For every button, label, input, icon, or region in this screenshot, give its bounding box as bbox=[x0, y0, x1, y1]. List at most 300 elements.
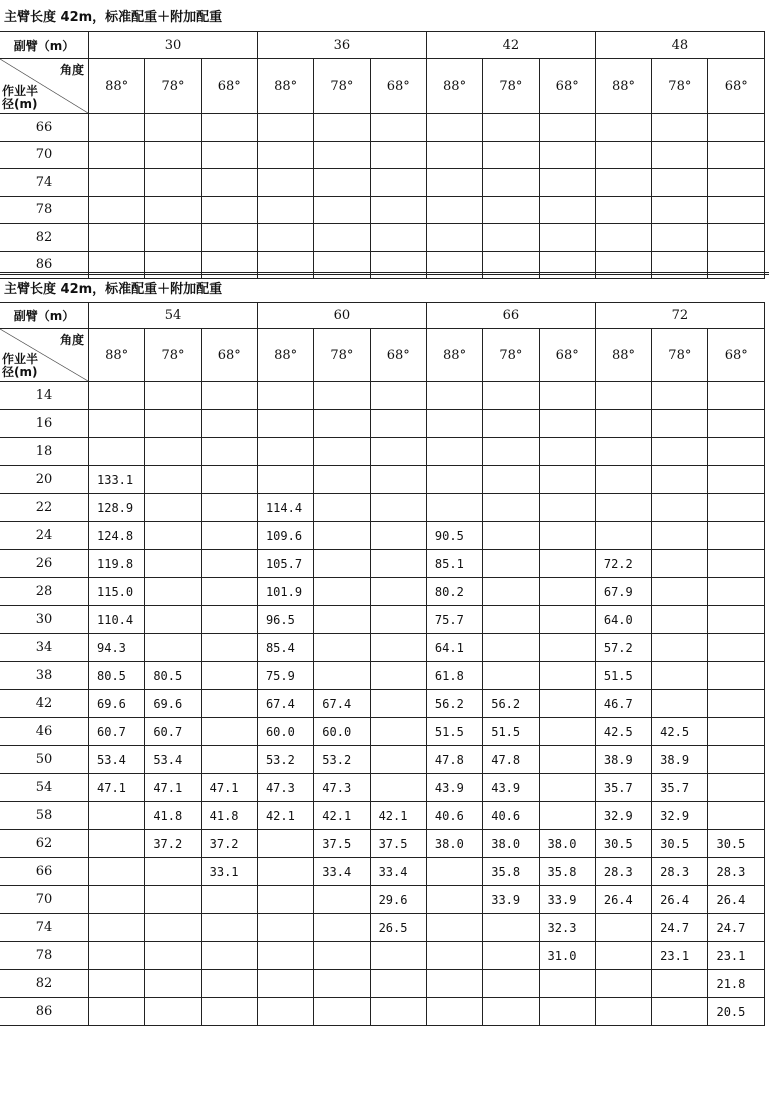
load-value-cell bbox=[652, 578, 708, 606]
load-value-cell bbox=[652, 466, 708, 494]
load-value-cell bbox=[426, 141, 482, 169]
load-value-cell bbox=[370, 774, 426, 802]
load-value-cell bbox=[708, 438, 765, 466]
load-value-cell bbox=[145, 438, 201, 466]
load-value-cell: 42.5 bbox=[652, 718, 708, 746]
load-value-cell: 53.4 bbox=[89, 746, 145, 774]
radius-cell: 46 bbox=[0, 718, 89, 746]
jib-length-cell: 54 bbox=[89, 303, 258, 329]
load-value-cell bbox=[370, 718, 426, 746]
table-row bbox=[0, 998, 765, 1026]
load-value-cell bbox=[257, 830, 313, 858]
load-value-cell bbox=[539, 774, 595, 802]
radius-cell: 70 bbox=[0, 886, 89, 914]
load-value-cell: 26.5 bbox=[370, 914, 426, 942]
load-value-cell bbox=[483, 998, 539, 1026]
angle-cell: 88° bbox=[257, 59, 313, 114]
load-value-cell bbox=[89, 998, 145, 1026]
section-divider bbox=[0, 272, 769, 275]
load-value-cell bbox=[89, 942, 145, 970]
load-value-cell bbox=[145, 382, 201, 410]
load-value-cell bbox=[483, 410, 539, 438]
load-value-cell: 42.1 bbox=[257, 802, 313, 830]
load-value-cell bbox=[89, 858, 145, 886]
radius-cell: 66 bbox=[0, 858, 89, 886]
table-row bbox=[0, 224, 765, 252]
load-value-cell bbox=[145, 410, 201, 438]
radius-cell: 82 bbox=[0, 970, 89, 998]
load-value-cell bbox=[652, 114, 708, 142]
load-value-cell bbox=[539, 410, 595, 438]
load-value-cell bbox=[145, 169, 201, 197]
radius-cell: 82 bbox=[0, 224, 89, 252]
load-value-cell: 110.4 bbox=[89, 606, 145, 634]
load-value-cell bbox=[314, 410, 370, 438]
load-value-cell bbox=[370, 114, 426, 142]
load-value-cell: 21.8 bbox=[708, 970, 765, 998]
load-value-cell: 90.5 bbox=[426, 522, 482, 550]
load-value-cell bbox=[314, 942, 370, 970]
table-row bbox=[0, 141, 765, 169]
load-value-cell bbox=[595, 466, 651, 494]
angle-cell: 78° bbox=[145, 329, 201, 382]
load-value-cell bbox=[652, 196, 708, 224]
load-value-cell: 51.5 bbox=[483, 718, 539, 746]
load-value-cell bbox=[426, 914, 482, 942]
load-value-cell bbox=[89, 169, 145, 197]
table-row bbox=[0, 410, 765, 438]
load-value-cell bbox=[483, 494, 539, 522]
table-row bbox=[0, 114, 765, 142]
angle-cell: 68° bbox=[539, 329, 595, 382]
load-value-cell: 33.4 bbox=[370, 858, 426, 886]
load-value-cell bbox=[370, 970, 426, 998]
load-value-cell: 41.8 bbox=[145, 802, 201, 830]
radius-cell: 66 bbox=[0, 114, 89, 142]
table-row bbox=[0, 550, 765, 578]
load-value-cell bbox=[314, 662, 370, 690]
load-value-cell bbox=[314, 550, 370, 578]
load-value-cell bbox=[370, 690, 426, 718]
load-value-cell bbox=[595, 438, 651, 466]
radius-label: 作业半径(m) bbox=[2, 84, 39, 111]
load-value-cell: 28.3 bbox=[595, 858, 651, 886]
radius-label: 作业半径(m) bbox=[2, 352, 39, 379]
diagonal-corner-cell bbox=[0, 329, 89, 382]
load-value-cell bbox=[201, 382, 257, 410]
load-value-cell bbox=[595, 410, 651, 438]
load-value-cell: 38.0 bbox=[483, 830, 539, 858]
load-value-cell bbox=[145, 942, 201, 970]
load-value-cell bbox=[201, 169, 257, 197]
load-value-cell bbox=[201, 634, 257, 662]
load-value-cell bbox=[595, 970, 651, 998]
load-value-cell bbox=[257, 410, 313, 438]
load-value-cell bbox=[595, 998, 651, 1026]
load-value-cell bbox=[539, 662, 595, 690]
load-value-cell bbox=[708, 114, 765, 142]
load-value-cell: 101.9 bbox=[257, 578, 313, 606]
load-value-cell: 67.4 bbox=[257, 690, 313, 718]
load-value-cell: 60.0 bbox=[257, 718, 313, 746]
jib-length-cell: 66 bbox=[426, 303, 595, 329]
angle-cell: 68° bbox=[539, 59, 595, 114]
table-row bbox=[0, 634, 765, 662]
load-value-cell: 38.0 bbox=[426, 830, 482, 858]
load-value-cell bbox=[652, 438, 708, 466]
load-value-cell: 53.4 bbox=[145, 746, 201, 774]
load-value-cell: 32.9 bbox=[652, 802, 708, 830]
load-value-cell bbox=[370, 522, 426, 550]
radius-cell: 50 bbox=[0, 746, 89, 774]
radius-cell: 16 bbox=[0, 410, 89, 438]
section2-title: 主臂长度 42m，标准配重＋附加配重 bbox=[4, 282, 223, 297]
load-value-cell: 85.4 bbox=[257, 634, 313, 662]
load-value-cell bbox=[201, 438, 257, 466]
load-value-cell bbox=[145, 550, 201, 578]
table-row bbox=[0, 606, 765, 634]
load-value-cell: 46.7 bbox=[595, 690, 651, 718]
load-value-cell bbox=[652, 662, 708, 690]
load-value-cell: 47.1 bbox=[201, 774, 257, 802]
load-value-cell bbox=[370, 494, 426, 522]
angle-cell: 88° bbox=[426, 329, 482, 382]
load-value-cell: 80.5 bbox=[145, 662, 201, 690]
radius-cell: 62 bbox=[0, 830, 89, 858]
radius-cell: 58 bbox=[0, 802, 89, 830]
load-value-cell: 56.2 bbox=[426, 690, 482, 718]
load-value-cell bbox=[539, 114, 595, 142]
load-value-cell bbox=[145, 578, 201, 606]
load-value-cell bbox=[370, 746, 426, 774]
load-value-cell: 24.7 bbox=[652, 914, 708, 942]
load-value-cell: 37.2 bbox=[201, 830, 257, 858]
load-value-cell bbox=[652, 522, 708, 550]
angle-cell: 88° bbox=[595, 329, 651, 382]
load-value-cell bbox=[652, 634, 708, 662]
table-row bbox=[0, 169, 765, 197]
radius-cell: 38 bbox=[0, 662, 89, 690]
load-value-cell bbox=[314, 578, 370, 606]
angle-cell: 88° bbox=[426, 59, 482, 114]
load-value-cell: 47.8 bbox=[483, 746, 539, 774]
angle-cell: 78° bbox=[652, 59, 708, 114]
radius-cell: 86 bbox=[0, 998, 89, 1026]
load-value-cell bbox=[314, 914, 370, 942]
load-value-cell bbox=[145, 914, 201, 942]
diagonal-corner-cell bbox=[0, 59, 89, 114]
load-value-cell bbox=[708, 662, 765, 690]
load-value-cell bbox=[539, 550, 595, 578]
radius-cell: 14 bbox=[0, 382, 89, 410]
load-value-cell bbox=[314, 606, 370, 634]
load-value-cell bbox=[539, 970, 595, 998]
load-value-cell bbox=[652, 690, 708, 718]
load-value-cell bbox=[145, 494, 201, 522]
angle-header-row bbox=[0, 59, 765, 114]
angle-cell: 88° bbox=[89, 329, 145, 382]
load-value-cell: 42.1 bbox=[370, 802, 426, 830]
load-value-cell: 115.0 bbox=[89, 578, 145, 606]
load-value-cell bbox=[201, 494, 257, 522]
load-value-cell: 23.1 bbox=[652, 942, 708, 970]
load-value-cell: 30.5 bbox=[708, 830, 765, 858]
load-value-cell: 40.6 bbox=[426, 802, 482, 830]
load-value-cell: 33.1 bbox=[201, 858, 257, 886]
load-value-cell: 128.9 bbox=[89, 494, 145, 522]
load-value-cell: 20.5 bbox=[708, 998, 765, 1026]
load-value-cell: 60.0 bbox=[314, 718, 370, 746]
load-value-cell bbox=[426, 196, 482, 224]
load-value-cell bbox=[370, 466, 426, 494]
load-value-cell bbox=[595, 522, 651, 550]
load-value-cell bbox=[145, 114, 201, 142]
load-value-cell bbox=[370, 662, 426, 690]
table-row bbox=[0, 494, 765, 522]
load-value-cell bbox=[426, 224, 482, 252]
load-value-cell bbox=[539, 634, 595, 662]
load-value-cell bbox=[483, 382, 539, 410]
jib-length-cell: 60 bbox=[257, 303, 426, 329]
load-value-cell bbox=[483, 914, 539, 942]
angle-cell: 68° bbox=[201, 59, 257, 114]
load-value-cell: 72.2 bbox=[595, 550, 651, 578]
load-value-cell: 33.9 bbox=[483, 886, 539, 914]
load-value-cell bbox=[539, 690, 595, 718]
load-value-cell bbox=[257, 942, 313, 970]
load-value-cell bbox=[370, 606, 426, 634]
load-value-cell: 35.8 bbox=[483, 858, 539, 886]
load-value-cell: 64.1 bbox=[426, 634, 482, 662]
load-value-cell: 47.3 bbox=[257, 774, 313, 802]
load-value-cell bbox=[314, 634, 370, 662]
load-value-cell bbox=[370, 382, 426, 410]
load-value-cell bbox=[539, 169, 595, 197]
load-value-cell: 37.5 bbox=[314, 830, 370, 858]
load-value-cell: 51.5 bbox=[426, 718, 482, 746]
load-value-cell: 47.1 bbox=[89, 774, 145, 802]
load-value-cell: 96.5 bbox=[257, 606, 313, 634]
load-value-cell bbox=[708, 196, 765, 224]
table-row bbox=[0, 774, 765, 802]
load-value-cell: 47.8 bbox=[426, 746, 482, 774]
table-row bbox=[0, 746, 765, 774]
load-value-cell: 61.8 bbox=[426, 662, 482, 690]
table-row bbox=[0, 690, 765, 718]
load-value-cell: 43.9 bbox=[483, 774, 539, 802]
load-value-cell bbox=[89, 802, 145, 830]
radius-cell: 74 bbox=[0, 914, 89, 942]
table-row bbox=[0, 886, 765, 914]
load-value-cell bbox=[426, 886, 482, 914]
load-value-cell: 94.3 bbox=[89, 634, 145, 662]
load-value-cell: 37.5 bbox=[370, 830, 426, 858]
load-value-cell bbox=[257, 466, 313, 494]
load-value-cell bbox=[426, 114, 482, 142]
load-value-cell: 35.7 bbox=[595, 774, 651, 802]
load-value-cell bbox=[426, 494, 482, 522]
load-value-cell bbox=[595, 942, 651, 970]
load-value-cell: 28.3 bbox=[652, 858, 708, 886]
table-row bbox=[0, 382, 765, 410]
load-value-cell bbox=[89, 410, 145, 438]
load-value-cell bbox=[89, 886, 145, 914]
load-value-cell: 53.2 bbox=[257, 746, 313, 774]
load-value-cell: 31.0 bbox=[539, 942, 595, 970]
table-row bbox=[0, 662, 765, 690]
load-value-cell: 133.1 bbox=[89, 466, 145, 494]
load-value-cell bbox=[257, 114, 313, 142]
load-value-cell bbox=[708, 634, 765, 662]
jib-length-header-row bbox=[0, 32, 765, 59]
angle-cell: 78° bbox=[652, 329, 708, 382]
load-value-cell bbox=[483, 970, 539, 998]
load-value-cell bbox=[145, 606, 201, 634]
load-value-cell: 47.1 bbox=[145, 774, 201, 802]
load-value-cell: 35.8 bbox=[539, 858, 595, 886]
load-value-cell bbox=[539, 224, 595, 252]
load-value-cell: 57.2 bbox=[595, 634, 651, 662]
load-value-cell bbox=[201, 746, 257, 774]
load-value-cell: 51.5 bbox=[595, 662, 651, 690]
angle-label: 角度 bbox=[59, 63, 84, 77]
angle-header-row bbox=[0, 329, 765, 382]
load-value-cell bbox=[201, 942, 257, 970]
angle-cell: 78° bbox=[483, 329, 539, 382]
load-value-cell: 69.6 bbox=[89, 690, 145, 718]
jib-length-label: 副臂（m） bbox=[0, 303, 89, 329]
load-value-cell bbox=[89, 970, 145, 998]
load-value-cell bbox=[370, 169, 426, 197]
load-value-cell bbox=[483, 466, 539, 494]
load-value-cell bbox=[708, 718, 765, 746]
load-value-cell bbox=[257, 970, 313, 998]
load-value-cell: 64.0 bbox=[595, 606, 651, 634]
table-row bbox=[0, 522, 765, 550]
load-value-cell: 85.1 bbox=[426, 550, 482, 578]
load-value-cell bbox=[539, 466, 595, 494]
load-value-cell: 33.9 bbox=[539, 886, 595, 914]
load-value-cell bbox=[539, 802, 595, 830]
load-value-cell bbox=[708, 382, 765, 410]
load-value-cell bbox=[483, 942, 539, 970]
diagonal-header bbox=[0, 329, 88, 381]
load-value-cell: 75.9 bbox=[257, 662, 313, 690]
radius-cell: 86 bbox=[0, 251, 89, 279]
load-value-cell bbox=[145, 224, 201, 252]
radius-cell: 78 bbox=[0, 196, 89, 224]
jib-length-cell: 36 bbox=[257, 32, 426, 59]
load-value-cell bbox=[201, 224, 257, 252]
load-value-cell bbox=[201, 550, 257, 578]
load-value-cell bbox=[426, 998, 482, 1026]
load-value-cell bbox=[708, 169, 765, 197]
load-value-cell bbox=[483, 169, 539, 197]
load-value-cell bbox=[539, 382, 595, 410]
angle-cell: 68° bbox=[708, 59, 765, 114]
load-value-cell bbox=[370, 141, 426, 169]
load-value-cell: 114.4 bbox=[257, 494, 313, 522]
load-value-cell bbox=[314, 224, 370, 252]
table-row bbox=[0, 438, 765, 466]
radius-cell: 20 bbox=[0, 466, 89, 494]
load-value-cell bbox=[652, 141, 708, 169]
load-value-cell: 32.3 bbox=[539, 914, 595, 942]
load-value-cell bbox=[314, 141, 370, 169]
load-value-cell bbox=[314, 886, 370, 914]
load-value-cell bbox=[483, 606, 539, 634]
load-value-cell bbox=[595, 196, 651, 224]
load-value-cell bbox=[257, 914, 313, 942]
load-value-cell bbox=[708, 141, 765, 169]
load-value-cell bbox=[145, 522, 201, 550]
load-value-cell bbox=[257, 169, 313, 197]
load-value-cell bbox=[708, 774, 765, 802]
load-value-cell bbox=[595, 914, 651, 942]
radius-cell: 26 bbox=[0, 550, 89, 578]
load-value-cell bbox=[145, 141, 201, 169]
load-value-cell bbox=[539, 141, 595, 169]
table-row bbox=[0, 196, 765, 224]
load-value-cell bbox=[314, 438, 370, 466]
load-value-cell bbox=[539, 998, 595, 1026]
load-value-cell bbox=[708, 578, 765, 606]
load-value-cell bbox=[483, 196, 539, 224]
load-value-cell bbox=[539, 196, 595, 224]
diagonal-header bbox=[0, 59, 88, 113]
load-value-cell bbox=[539, 606, 595, 634]
load-value-cell bbox=[370, 578, 426, 606]
load-value-cell bbox=[89, 224, 145, 252]
load-value-cell bbox=[370, 942, 426, 970]
load-value-cell: 35.7 bbox=[652, 774, 708, 802]
angle-cell: 78° bbox=[483, 59, 539, 114]
load-value-cell bbox=[201, 886, 257, 914]
load-value-cell: 75.7 bbox=[426, 606, 482, 634]
load-value-cell bbox=[314, 196, 370, 224]
load-value-cell: 69.6 bbox=[145, 690, 201, 718]
load-value-cell bbox=[708, 690, 765, 718]
load-value-cell: 30.5 bbox=[652, 830, 708, 858]
load-value-cell bbox=[370, 196, 426, 224]
load-value-cell bbox=[201, 466, 257, 494]
load-value-cell: 32.9 bbox=[595, 802, 651, 830]
radius-cell: 18 bbox=[0, 438, 89, 466]
radius-cell: 34 bbox=[0, 634, 89, 662]
load-value-cell bbox=[257, 382, 313, 410]
load-value-cell bbox=[708, 802, 765, 830]
load-value-cell bbox=[145, 858, 201, 886]
load-value-cell bbox=[145, 886, 201, 914]
angle-label: 角度 bbox=[59, 333, 84, 347]
radius-cell: 78 bbox=[0, 942, 89, 970]
jib-length-cell: 30 bbox=[89, 32, 258, 59]
load-value-cell bbox=[314, 970, 370, 998]
load-value-cell: 26.4 bbox=[652, 886, 708, 914]
load-value-cell bbox=[314, 382, 370, 410]
load-value-cell bbox=[314, 169, 370, 197]
table-row bbox=[0, 466, 765, 494]
load-value-cell bbox=[314, 466, 370, 494]
load-value-cell bbox=[257, 438, 313, 466]
load-value-cell bbox=[370, 998, 426, 1026]
load-value-cell bbox=[257, 998, 313, 1026]
load-value-cell bbox=[201, 914, 257, 942]
load-value-cell bbox=[539, 438, 595, 466]
radius-cell: 70 bbox=[0, 141, 89, 169]
angle-cell: 68° bbox=[708, 329, 765, 382]
load-value-cell bbox=[314, 114, 370, 142]
